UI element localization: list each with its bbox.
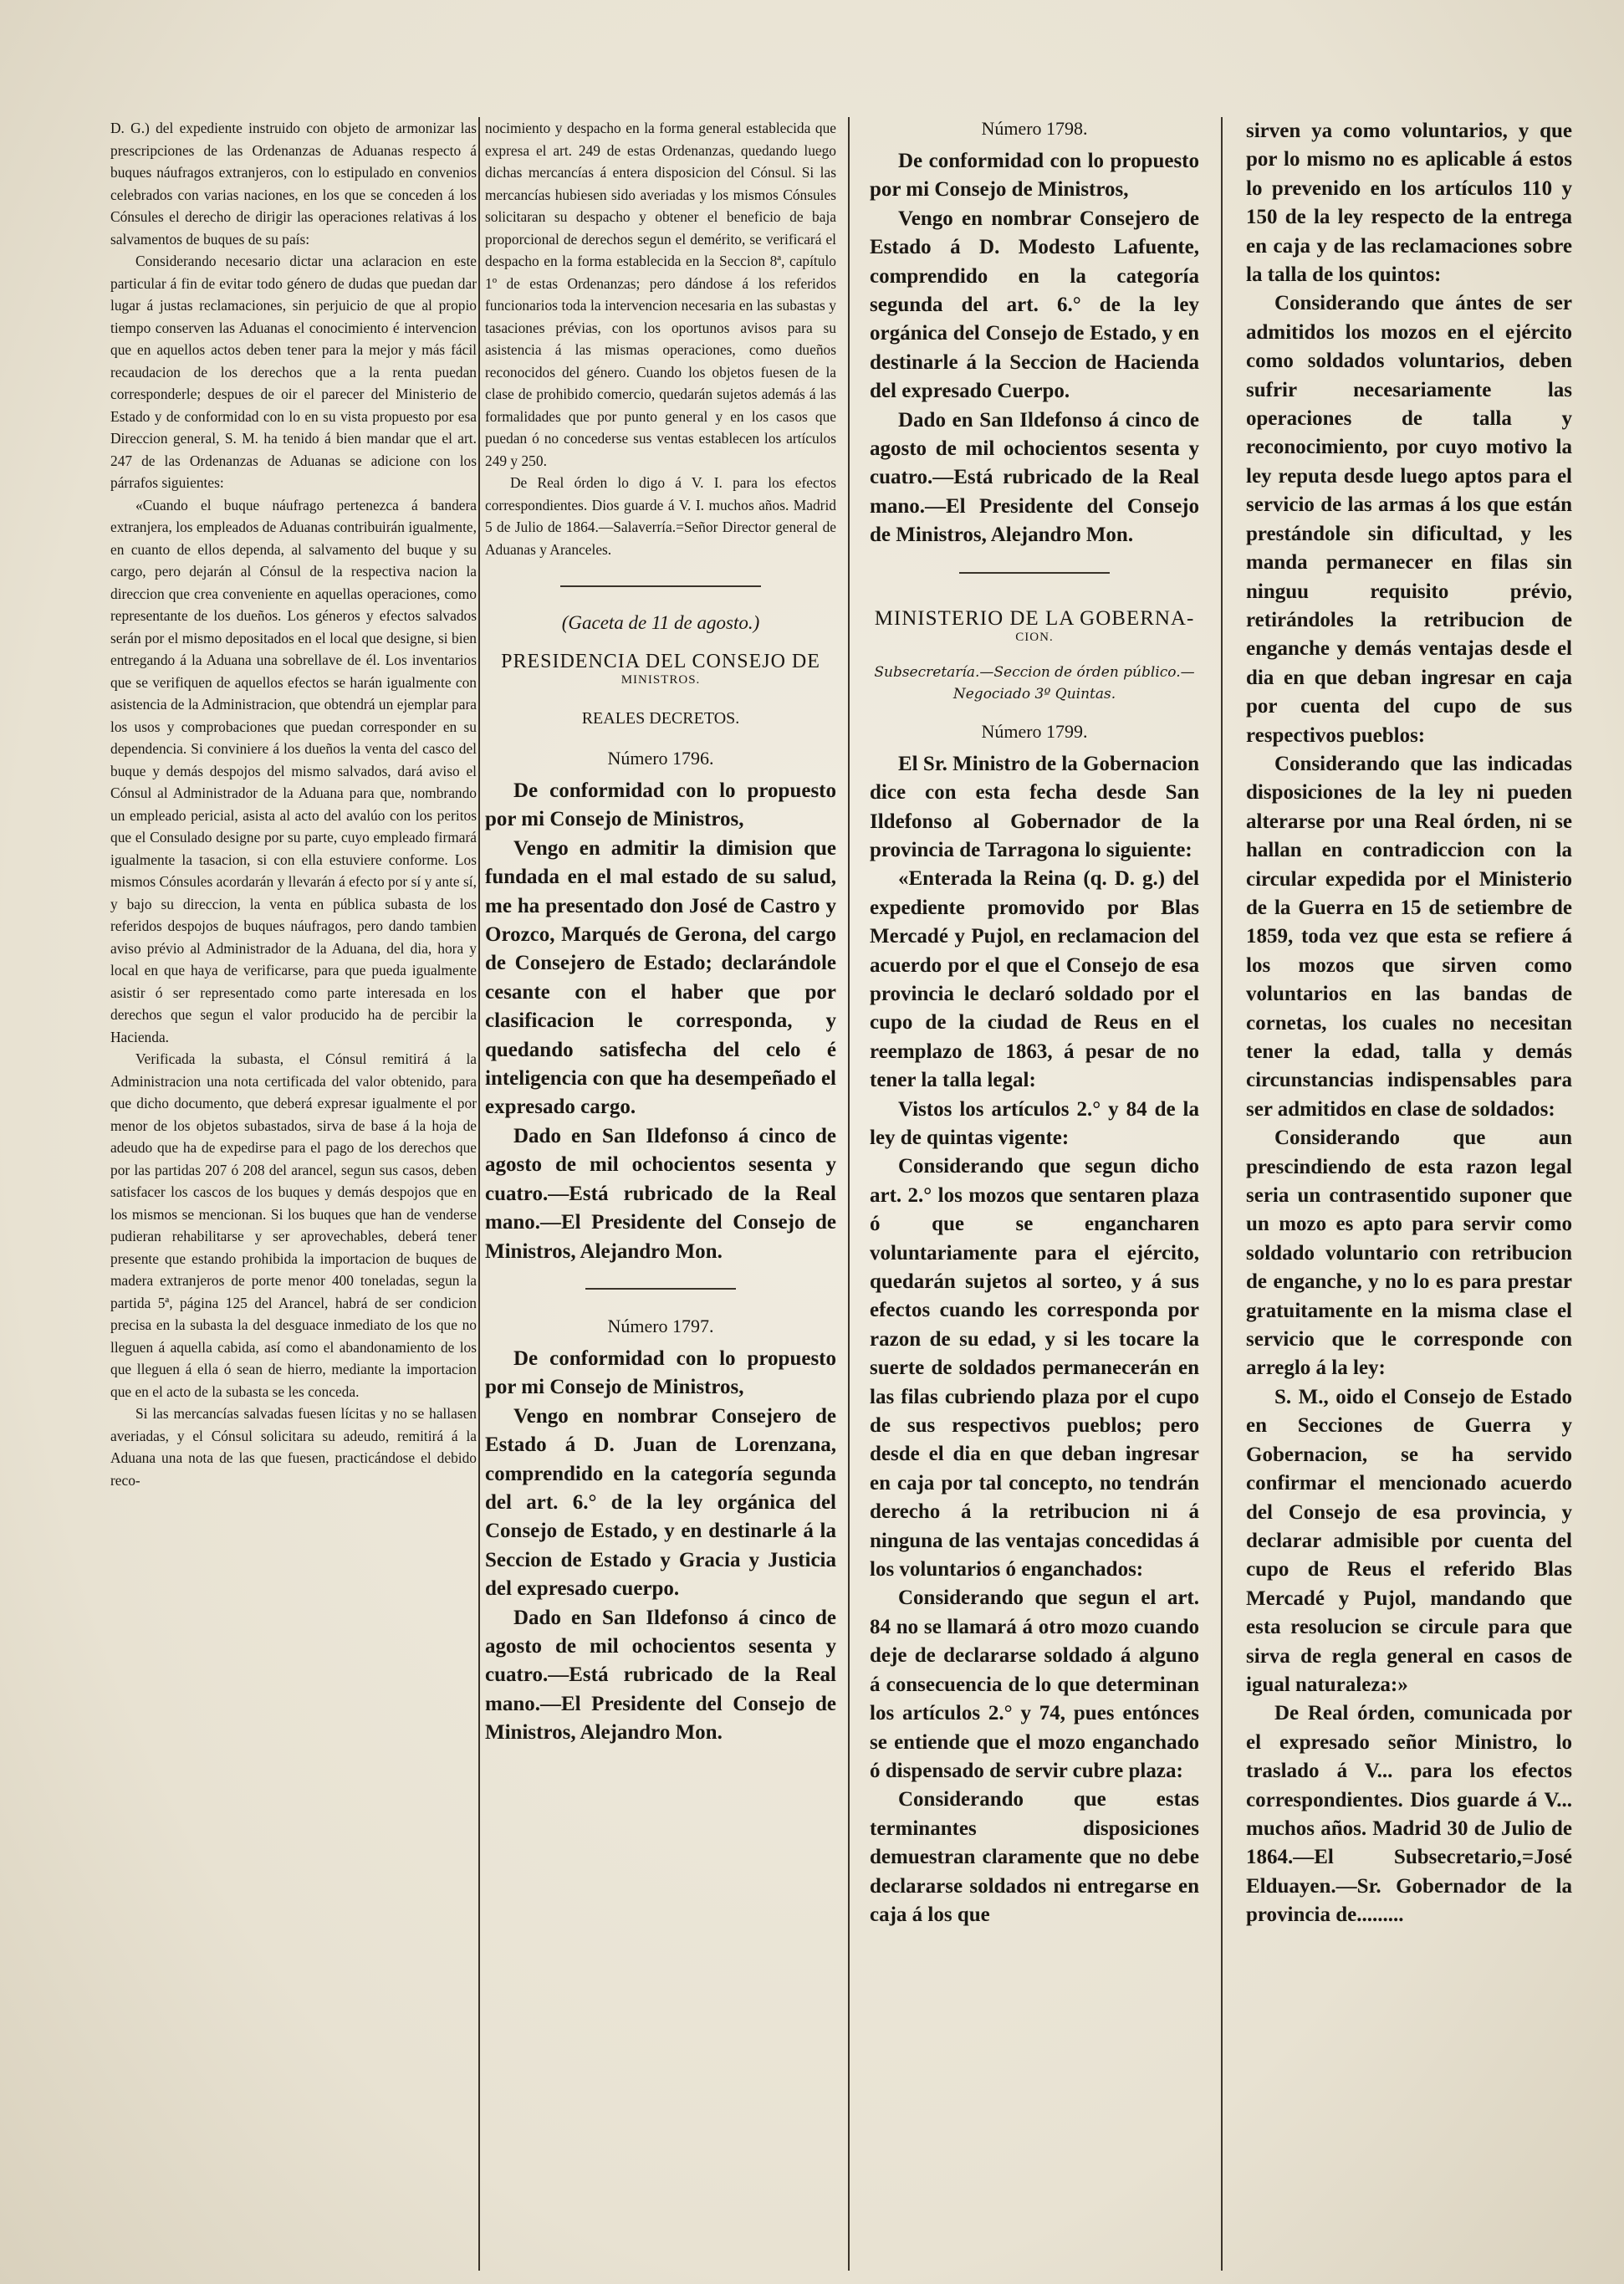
ministerio-heading: MINISTERIO DE LA GOBERNA-: [874, 606, 1195, 630]
paragraph: El Sr. Ministro de la Gobernacion dice con esta fecha desde San Ildefonso al Gobernador de la provincia de Tarragona lo siguiente:: [870, 752, 1199, 861]
decree-number: Número 1797.: [607, 1315, 714, 1336]
paragraph: De Real órden lo digo á V. I. para los efectos correspondientes. Dios guarde á V. I. muchos años. Madrid 5 de Julio de 1864.—Salaverría.=Señor Director general de Aduanas y Aranceles.: [485, 474, 836, 558]
subsecretaria-line: Subsecretaría.—Seccion de órden público.—Negociado 3º Quintas.: [874, 663, 1195, 703]
paragraph: Vengo en admitir la dimision que fundada en el mal estado de su salud, me ha presentado don José de Castro y Orozco, Marqués de Gerona, del cargo de Consejero de Estado; declarándole cesante con el haber que por clasificacion le corresponda, y quedando satisfecha del celo é inteligencia con que ha desempeñado el expresado cargo.: [485, 836, 836, 1119]
reales-decretos-heading: REALES DECRETOS.: [581, 709, 740, 728]
column-rule: [478, 117, 480, 2271]
paragraph: Dado en San Ildefonso á cinco de agosto de mil ochocientos sesenta y cuatro.—Está rubricado de la Real mano.—El Presidente del Consejo de Ministros, Alejandro Mon.: [870, 408, 1199, 547]
divider: [560, 585, 761, 587]
column-2: [485, 117, 836, 1748]
paragraph: sirven ya como voluntarios, y que por lo mismo no es aplicable á estos lo prevenido en los artículos 110 y 150 de la ley respecto de la entrega en caja y de las reclamaciones sobre la talla de los quintos:: [1246, 120, 1572, 287]
paragraph: Considerando que estas terminantes disposiciones demuestran claramente que no debe declararse soldados ni entregarse en caja á los que: [870, 1788, 1199, 1926]
paragraph: Dado en San Ildefonso á cinco de agosto de mil ochocientos sesenta y cuatro.—Está rubricado de la Real mano.—El Presidente del Consejo de Ministros, Alejandro Mon.: [485, 1124, 836, 1263]
decree-number: Número 1799.: [981, 720, 1088, 742]
paragraph: De conformidad con lo propuesto por mi Consejo de Ministros,: [485, 1346, 836, 1399]
paragraph: Vistos los artículos 2.° y 84 de la ley de quintas vigente:: [870, 1097, 1199, 1149]
column-3: [870, 117, 1199, 1929]
paragraph: Dado en San Ildefonso á cinco de agosto de mil ochocientos sesenta y cuatro.—Está rubricado de la Real mano.—El Presidente del Consejo de Ministros, Alejandro Mon.: [485, 1606, 836, 1745]
section-subheading: MINISTROS.: [620, 673, 701, 687]
decree-number: Número 1798.: [981, 118, 1088, 139]
paragraph: Verificada la subasta, el Cónsul remitirá á la Administracion una nota certificada del valor obtenido, para que dicho documento, que deberá expresar igualmente el por menor de los objetos subastados, sirva de base á la hoja de adeudo que ha de expedirse para el pago de los derechos que por las partidas 207 ó 208 del arancel, segun sus casos, deben satisfacer los cascos de los buques y demás despojos que en los mismos se mencionan. Si los buques que han de venderse pudieran rehabilitarse y ser aprovechables, deberá tener presente que estando prohibida la importacion de buques de madera extranjeros de porte menor 400 toneladas, segun la partida 5ª, página 125 del Arancel, habrá de ser condicion precisa en la subasta la del desguace inmediato de los que no lleguen á aquella cabida, así como el abandonamiento de los que lleguen á ella ó sean de hierro, mediante la importacion que en el acto de la subasta se les conceda.: [110, 1050, 477, 1400]
gaceta-date: (Gaceta de 11 de agosto.): [561, 612, 760, 633]
divider: [959, 572, 1110, 574]
column-rule: [848, 117, 850, 2271]
paragraph: «Cuando el buque náufrago pertenezca á bandera extranjera, los empleados de Aduanas contribuirán igualmente, en cuanto de ellos dependa, al salvamento del buque y su cargo, pero dejarán al Cónsul de la respectiva nacion la direccion que crea conveniente en aquellas operaciones, como representante de los dueños. Los géneros y efectos salvados serán por el mismo depositados en el local que designe, si bien entregando á la Aduana una sobrellave de él. Los inventarios que se verifiquen de aquellos efectos se harán igualmente con asistencia de la Administracion, que obtendrá un ejemplar para los usos y comprobaciones que puedan corresponder en su dependencia. Si conviniere á los dueños la venta del casco del buque y demás despojos del mismo salvados, dará aviso el Cónsul al Administrador de la Aduana para que, nombrando un empleado pericial, asista al acto del avalúo con los peritos que el Consulado designe por su parte, cuyo empleado firmará igualmente la tasacion, si con ella estuviere conforme. Los mismos Cónsules acordarán y llevarán á efecto por sí y ante sí, y bajo su direccion, la venta en pública subasta de los referidos despojos de buques náufragos, pero dando tambien aviso prévio al Administrador de la Aduana, del dia, hora y local en que haya de verificarse, para que pueda igualmente asistir ó ser representado como parte interesada en los derechos que segun el valor producido ha de percibir la Hacienda.: [110, 496, 477, 1045]
column-1: [110, 117, 477, 1491]
paragraph: Considerando que ántes de ser admitidos los mozos en el ejército como soldados voluntarios, deben sufrir necesariamente las operaciones de talla y reconocimiento, por cuyo motivo la ley reputa desde luego aptos para el servicio de las armas á los que están prestándole sin dificultad, y les manda permanecer en filas sin ninguu requisito prévio, retirándoles la retribucion de enganche y demás ventajas desde el dia en que deban ingresar en caja por cuenta del cupo de sus respectivos pueblos:: [1246, 292, 1572, 747]
paragraph: nocimiento y despacho en la forma general establecida que expresa el art. 249 de estas Ordenanzas, quedando luego dichas mercancías á entera disposicion del Cónsul. Si las mercancías hubiesen sido averiadas y los mismos Cónsules solicitaran su despacho y obtener el beneficio de baja proporcional de derechos segun el demérito, se verificará el despacho en la forma establecida en la Seccion 8ª, capítulo 1º de estas Ordenanzas; pero dándose á los referidos funcionarios toda la intervencion necesaria en las subastas y tasaciones prévias, con los oportunos avisos para su asistencia á las mismas operaciones, como dueños reconocidos del género. Cuando los objetos fuesen de la clase de prohibido comercio, quedarán sujetos además á las formalidades que por punto general y en los casos que puedan ó no concederse sus ventas establecen los artículos 249 y 250.: [485, 120, 836, 469]
column-4: [1246, 117, 1572, 1930]
decree-number: Número 1796.: [607, 748, 714, 769]
paragraph: Considerando necesario dictar una aclaracion en este particular á fin de evitar todo género de dudas que puedan dar lugar á justas reclamaciones, sin perjuicio de que al propio tiempo conserven las Aduanas el conocimiento é intervencion que en aquellos actos deben tener para la mejor y más fácil recaudacion de los derechos que a la renta puedan corresponderle; despues de oir el parecer del Ministerio de Estado y de conformidad con lo en su vista propuesto por esa Direccion general, S. M. ha tenido á bien mandar que el art. 247 de las Ordenanzas de Aduanas se adicione con los párrafos siguientes:: [110, 253, 477, 491]
paragraph: Considerando que segun el art. 84 no se llamará á otro mozo cuando deje de declararse soldado á alguno á consecuencia de lo que determinan los artículos 2.° y 74, pues entónces se entiende que el mozo enganchado ó dispensado de servir cubre plaza:: [870, 1587, 1199, 1782]
ministerio-subheading: CION.: [1015, 630, 1054, 644]
paragraph: Considerando que aun prescindiendo de esta razon legal seria un contrasentido suponer que un mozo es apto para servir como soldado voluntario con retribucion de enganche, y no lo es para prestar gratuitamente en la misma clase el servicio que le corresponde con arreglo á la ley:: [1246, 1127, 1572, 1380]
column-rule: [1221, 117, 1223, 2271]
paragraph: Si las mercancías salvadas fuesen lícitas y no se hallasen averiadas, y el Cónsul solicitara su adeudo, remitirá á la Aduana una nota de las que fuesen, practicándose el debido reco-: [110, 1405, 477, 1489]
paragraph: Considerando que segun dicho art. 2.° los mozos que sentaren plaza ó que se engancharen voluntariamente para el ejército, quedarán sujetos al sorteo, y á sus efectos cuando les corresponda por razon de su edad, y si les tocare la suerte de soldados permanecerán en las filas cubriendo plaza por el cupo de sus respectivos pueblos; pero desde el dia en que deban ingresar en caja por tal concepto, no tendrán derecho á la retribucion ni á ninguna de las ventajas concedidas á los voluntarios ó enganchados:: [870, 1155, 1199, 1581]
paragraph: D. G.) del expediente instruido con objeto de armonizar las prescripciones de las Ordenanzas de Aduanas respecto á buques náufragos extranjeros, con lo estipulado en convenios celebrados con varias naciones, en los que se conceden á los Cónsules el derecho de dirigir las operaciones relativas á los salvamentos de buques de su país:: [110, 120, 477, 248]
paragraph: Vengo en nombrar Consejero de Estado á D. Modesto Lafuente, comprendido en la categoría segunda del art. 6.° de la ley orgánica del Consejo de Estado, y en destinarle á la Seccion de Hacienda del expresado Cuerpo.: [870, 207, 1199, 403]
paragraph: «Enterada la Reina (q. D. g.) del expediente promovido por Blas Mercadé y Pujol, en reclamacion del acuerdo por el que el Consejo de esa provincia le declaró soldado por el cupo de la ciudad de Reus en el reemplazo de 1863, á pesar de no tener la talla legal:: [870, 867, 1199, 1092]
section-heading: PRESIDENCIA DEL CONSEJO DE: [501, 651, 820, 672]
paragraph: Vengo en nombrar Consejero de Estado á D. Juan de Lorenzana, comprendido en la categoría segunda del art. 6.° de la ley orgánica del Consejo de Estado, y en destinarle á la Seccion de Estado y Gracia y Justicia del expresado cuerpo.: [485, 1404, 836, 1601]
paragraph: De Real órden, comunicada por el expresado señor Ministro, lo traslado á V... para los efectos correspondientes. Dios guarde á V... muchos años. Madrid 30 de Julio de 1864.—El Subsecretario,=José Elduayen.—Sr. Gobernador de la provincia de.........: [1246, 1702, 1572, 1927]
paragraph: S. M., oido el Consejo de Estado en Secciones de Guerra y Gobernacion, se ha servido confirmar el mencionado acuerdo del Consejo de esa provincia, y declarar admisible por cuenta del cupo de Reus el referido Blas Mercadé y Pujol, mandando que esta resolucion se circule para que sirva de regla general en casos de igual naturaleza:»: [1246, 1385, 1572, 1696]
paragraph: Considerando que las indicadas disposiciones de la ley ni pueden alterarse por una Real órden, ni se hallan en contradiccion con la circular expedida por el Ministerio de la Guerra en 15 de setiembre de 1859, toda vez que esta se refiere á los mozos que sirven como voluntarios en las bandas de cornetas, los cuales no necesitan tener la edad, talla y demás circunstancias indispensables para ser admitidos en clase de soldados:: [1246, 752, 1572, 1121]
divider: [585, 1288, 736, 1290]
paragraph: De conformidad con lo propuesto por mi Consejo de Ministros,: [870, 150, 1199, 202]
paragraph: De conformidad con lo propuesto por mi Consejo de Ministros,: [485, 779, 836, 831]
